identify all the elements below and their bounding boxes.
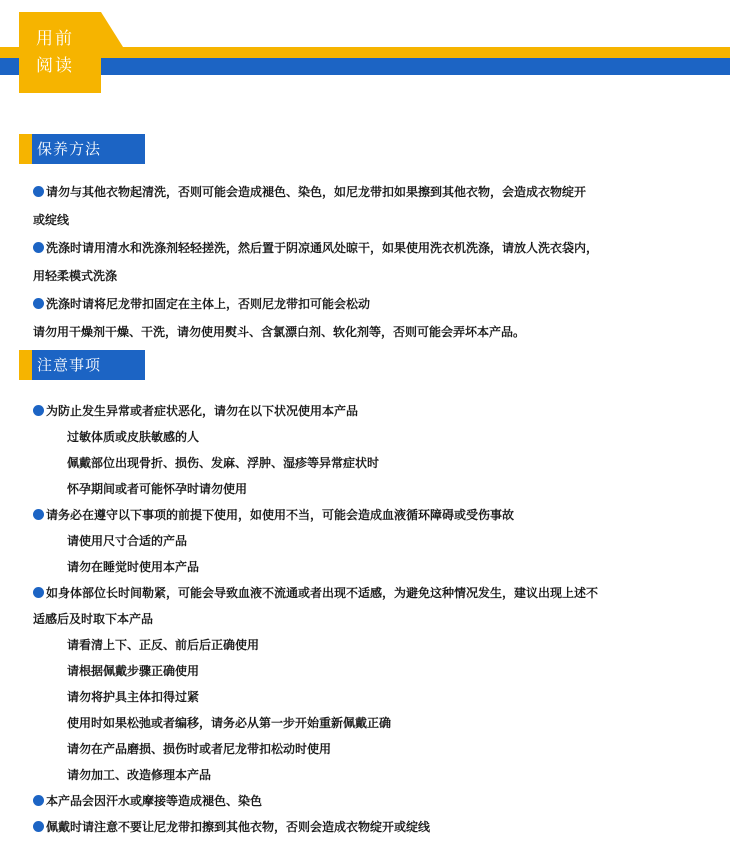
bullet-dot-icon <box>33 242 44 253</box>
bullet-dot-icon <box>33 795 44 806</box>
notes-subitem: 怀孕期间或者可能怀孕时请勿使用 <box>67 482 248 496</box>
care-item-plain: 请勿用干燥剂干燥、干洗，请勿使用熨斗、含氯漂白剂、软化剂等，否则可能会弄坏本产品。 <box>33 325 526 339</box>
care-item-continuation: 用轻柔模式洗涤 <box>33 269 118 283</box>
header-label-line1: 用前 <box>36 28 74 49</box>
bullet-dot-icon <box>33 821 44 832</box>
care-item: 洗涤时请用清水和洗涤剂轻轻搓洗，然后置于阴凉通风处晾干，如果使用洗衣机洗涤，请放人洗衣袋内， <box>33 240 598 256</box>
header-blue-stripe <box>0 58 730 75</box>
notes-item: 为防止发生异常或者症状恶化，请勿在以下状况使用本产品 <box>33 403 358 419</box>
section-title-care: 保养方法 <box>32 134 145 164</box>
care-item: 请勿与其他衣物起清洗，否则可能会造成褪色、染色，如尼龙带扣如果擦到其他衣物，会造成衣物绽开 <box>33 184 586 200</box>
bullet-dot-icon <box>33 587 44 598</box>
notes-subitem: 请勿在睡觉时使用本产品 <box>67 560 200 574</box>
notes-subitem: 请勿将护具主体扣得过紧 <box>67 690 200 704</box>
section-header-accent <box>19 350 32 380</box>
notes-subitem: 请看清上下、正反、前后后正确使用 <box>67 638 260 652</box>
notes-subitem: 请使用尺寸合适的产品 <box>67 534 188 548</box>
section-header-notes <box>19 350 139 380</box>
notes-subitem: 请勿加工、改造修理本产品 <box>67 768 212 782</box>
bullet-dot-icon <box>33 509 44 520</box>
care-item-continuation: 或绽线 <box>33 213 70 227</box>
section-header-accent <box>19 134 32 164</box>
notes-item: 本产品会因汗水或摩接等造成褪色、染色 <box>33 793 262 809</box>
bullet-dot-icon <box>33 298 44 309</box>
notes-item: 如身体部位长时间勒紧，可能会导致血液不流通或者出现不适感，为避免这种情况发生，建议出现上述不 <box>33 585 598 601</box>
header-label-tab <box>101 12 123 47</box>
notes-subitem: 使用时如果松弛或者编移，请务必从第一步开始重新佩戴正确 <box>67 716 392 730</box>
notes-item-continuation: 适感后及时取下本产品 <box>33 612 154 626</box>
notes-subitem: 请根据佩戴步骤正确使用 <box>67 664 200 678</box>
header-label <box>19 12 101 93</box>
section-header-care <box>19 134 139 164</box>
notes-subitem: 佩戴部位出现骨折、损伤、发麻、浮肿、湿疹等异常症状时 <box>67 456 380 470</box>
notes-item: 请务必在遵守以下事项的前提下使用，如使用不当，可能会造成血液循环障碍或受伤事故 <box>33 507 514 523</box>
bullet-dot-icon <box>33 405 44 416</box>
notes-item: 佩戴时请注意不要让尼龙带扣擦到其他衣物，否则会造成衣物绽开或绽线 <box>33 819 430 835</box>
bullet-dot-icon <box>33 186 44 197</box>
header-yellow-stripe <box>0 47 730 58</box>
notes-subitem: 请勿在产品磨损、损伤时或者尼龙带扣松动时使用 <box>67 742 332 756</box>
care-item: 洗涤时请将尼龙带扣固定在主体上，否则尼龙带扣可能会松动 <box>33 296 370 312</box>
notes-subitem: 过敏体质或皮肤敏感的人 <box>67 430 200 444</box>
header-label-line2: 阅读 <box>36 55 74 76</box>
section-title-notes: 注意事项 <box>32 350 145 380</box>
